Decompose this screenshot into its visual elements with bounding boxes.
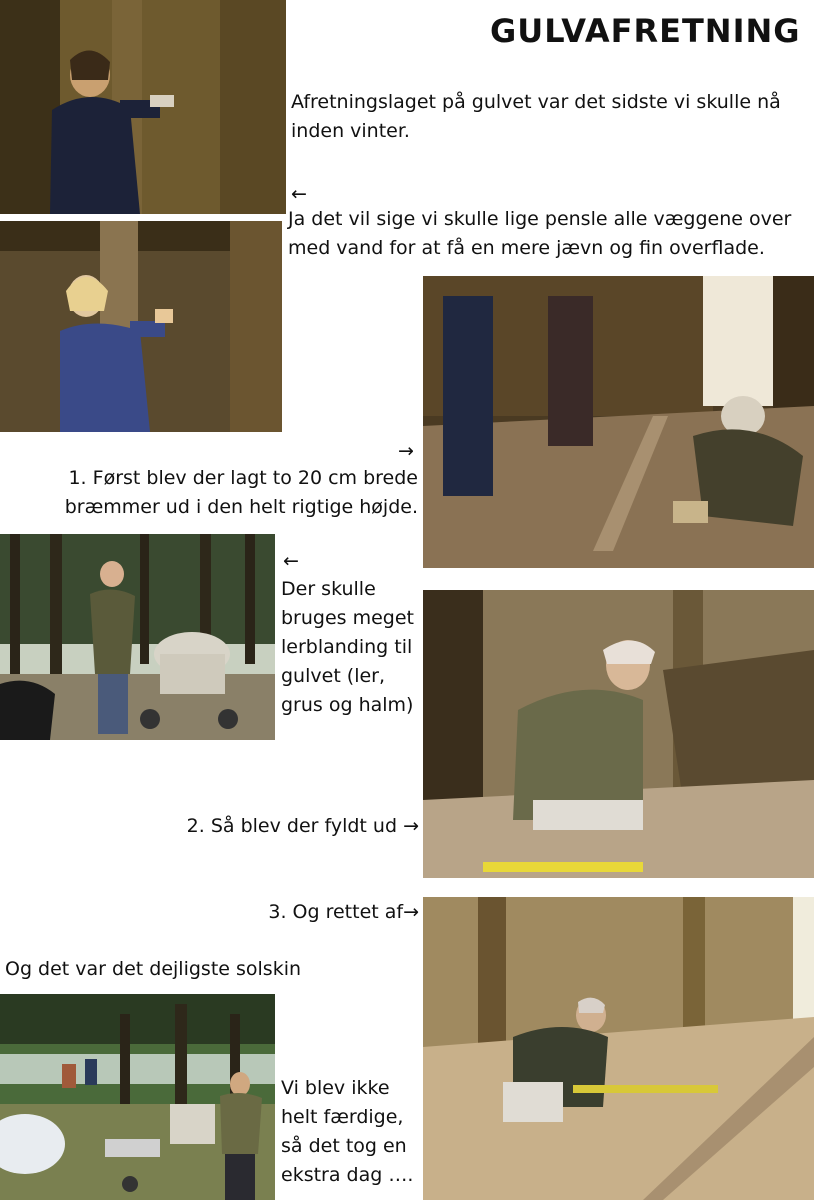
arrow-left-walls: ← — [291, 183, 307, 205]
step1-line2: bræmmer ud i den helt rigtige højde. — [64, 496, 418, 518]
photo-leveling-floor — [423, 897, 814, 1200]
intro-text: Afretningslaget på gulvet var det sidste vi skulle nå inden vinter. — [291, 91, 781, 142]
end-line-3: så det tog en — [281, 1135, 407, 1157]
photo-laying-strips — [423, 276, 814, 568]
mix-line-5: grus og halm) — [281, 694, 414, 716]
mix-line-1: Der skulle — [281, 578, 376, 600]
mix-line-2: bruges meget — [281, 607, 414, 629]
photo-woman-painting-wall — [0, 0, 286, 214]
photo-filling-floor — [423, 590, 814, 878]
arrow-right-step1: → — [398, 440, 414, 462]
end-line-2: helt færdige, — [281, 1106, 404, 1128]
end-line-1: Vi blev ikke — [281, 1077, 390, 1099]
end-line-4: ekstra dag …. — [281, 1164, 414, 1186]
step2-text: 2. Så blev der fyldt ud → — [186, 815, 419, 837]
page-title: GULVAFRETNING — [490, 12, 801, 50]
step3-text: 3. Og rettet af→ — [268, 901, 419, 923]
step1-line1: 1. Først blev der lagt to 20 cm brede — [68, 467, 418, 489]
sunshine-text: Og det var det dejligste solskin — [5, 958, 302, 980]
arrow-left-mix: ← — [283, 550, 299, 572]
photo-cement-mixer — [0, 534, 275, 740]
mix-line-4: gulvet (ler, — [281, 665, 386, 687]
walls-text: Ja det vil sige vi skulle lige pensle alle væggene over med vand for at få en mere jævn og fin overflade. — [288, 208, 792, 259]
mix-line-3: lerblanding til — [281, 636, 413, 658]
photo-forest-sunshine — [0, 994, 275, 1200]
photo-blonde-woman-wall — [0, 221, 282, 432]
